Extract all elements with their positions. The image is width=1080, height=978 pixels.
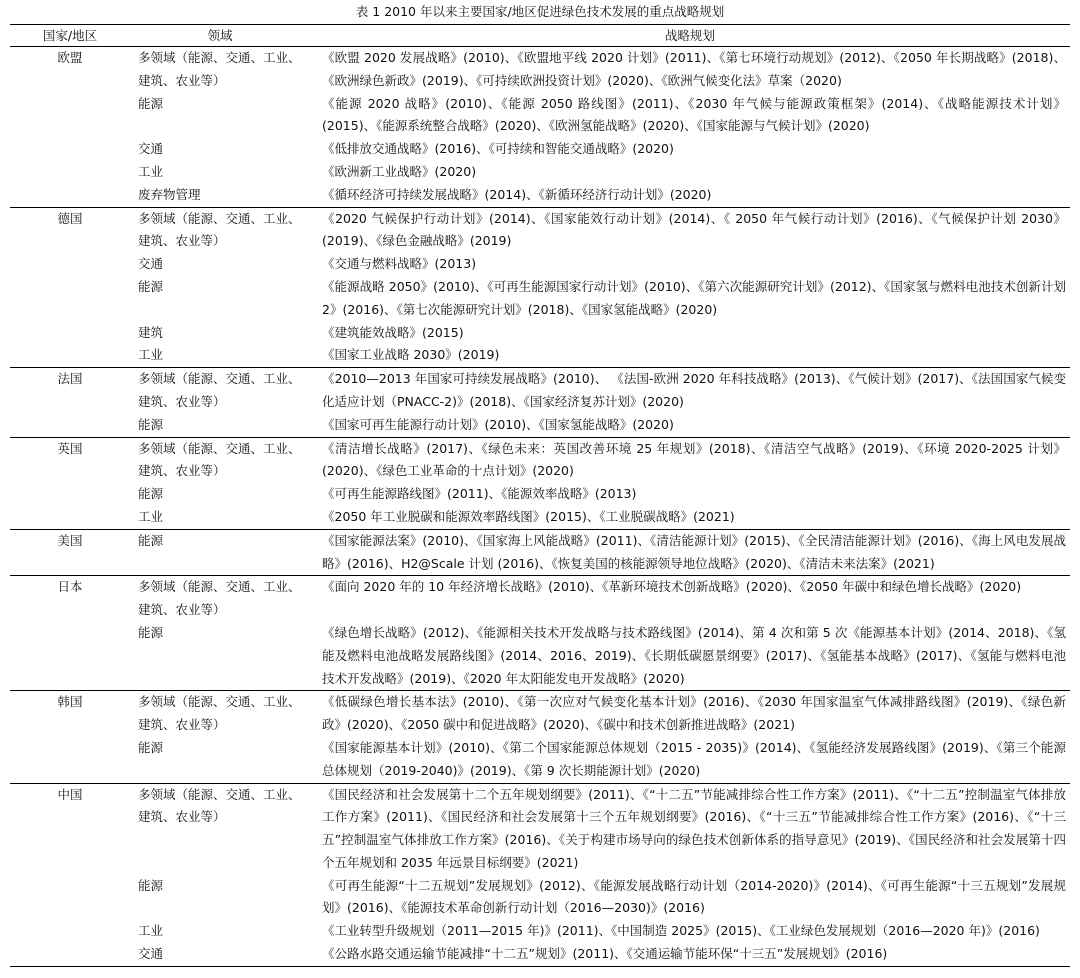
domain-cell: 能源 bbox=[130, 737, 310, 783]
header-country: 国家/地区 bbox=[10, 25, 130, 47]
table-row bbox=[10, 344, 1070, 367]
plan-cell: 《国家可再生能源行动计划》(2010)、《国家氢能战略》(2020) bbox=[310, 414, 1070, 437]
table-row bbox=[10, 368, 1070, 414]
table-row bbox=[10, 783, 1070, 875]
country-cell bbox=[10, 93, 130, 139]
domain-cell: 多领域（能源、交通、工业、建筑、农业等） bbox=[138, 694, 301, 733]
plan-cell: 《2010—2013 年国家可持续发展战略》(2010)、 《法国-欧洲 2020 年科技战略》(2013)、《气候计划》(2017)、《法国国家气候变化适应计划（PNACC-2)》(2018)、《国家经济复苏计划》(2020) bbox=[322, 371, 1066, 409]
domain-cell: 多领域（能源、交通、工业、建筑、农业等） bbox=[138, 786, 301, 825]
domain-cell: 交通 bbox=[130, 943, 310, 966]
table-row bbox=[10, 506, 1070, 529]
plan-cell: 《国民经济和社会发展第十二个五年规划纲要》(2011)、《“十二五”节能减排综合性工作方案》(2011)、《“十二五”控制温室气体排放工作方案》(2011)、《国民经济和社会发展第十三个五年规划纲要》(2016)、《“十三五”节能减排综合性工作方案》(2016)、《“十三五”控制温室气体排放工作方案》(2016)、《关于构建市场导向的绿色技术创新体系的指导意见》(2019)、《国民经济和社会发展第十四个五年规划和 2035 年远景目标纲要》(2021) bbox=[322, 786, 1066, 870]
table-row bbox=[10, 138, 1070, 161]
plan-cell: 《国家能源法案》(2010)、《国家海上风能战略》(2011)、《清洁能源计划》(2015)、《全民清洁能源计划》(2016)、《海上风电发展战略》(2016)、H2@Scale 计划 (2016)、《恢复美国的核能源领导地位战略》(2020)、《清洁未来法案》(2021) bbox=[310, 529, 1070, 576]
table-row bbox=[10, 691, 1070, 737]
domain-cell: 能源 bbox=[138, 95, 164, 111]
country-cell: 美国 bbox=[10, 529, 130, 576]
plan-cell: 《交通与燃料战略》(2013) bbox=[322, 256, 477, 272]
domain-cell: 能源 bbox=[130, 414, 310, 437]
table-row bbox=[10, 322, 1070, 345]
domain-cell: 多领域（能源、交通、工业、建筑、农业等） bbox=[138, 579, 301, 618]
table-row bbox=[10, 276, 1070, 322]
country-cell bbox=[10, 344, 130, 367]
country-cell bbox=[10, 506, 130, 529]
table-row bbox=[10, 622, 1070, 691]
table-row bbox=[10, 437, 1070, 483]
table-row bbox=[10, 920, 1070, 943]
plan-cell: 《国家工业战略 2030》(2019) bbox=[310, 344, 1070, 367]
domain-cell: 多领域（能源、交通、工业、建筑、农业等） bbox=[138, 210, 301, 249]
country-cell bbox=[10, 322, 130, 345]
country-cell bbox=[10, 414, 130, 437]
country-cell bbox=[10, 276, 130, 322]
table-row bbox=[10, 253, 1070, 276]
table-row bbox=[10, 207, 1070, 253]
plan-cell: 《建筑能效战略》(2015) bbox=[322, 324, 464, 340]
plan-cell: 《欧盟 2020 发展战略》(2010)、《欧盟地平线 2020 计划》(2011)、《第七环境行动规划》(2012)、《2050 年长期战略》(2018)、《欧洲绿色新政》(2019)、《可持续欧洲投资计划》(2020)、《欧洲气候变化法》草案（2020) bbox=[322, 50, 1066, 88]
country-cell: 英国 bbox=[57, 440, 83, 456]
country-cell bbox=[10, 483, 130, 506]
domain-cell: 多领域（能源、交通、工业、建筑、农业等） bbox=[138, 440, 301, 479]
table-row bbox=[10, 576, 1070, 622]
country-cell bbox=[10, 161, 130, 184]
country-cell bbox=[10, 943, 130, 966]
plan-cell: 《公路水路交通运输节能减排“十二五”规划》(2011)、《交通运输节能环保“十三五”发展规划》(2016) bbox=[310, 943, 1070, 966]
table-header-row bbox=[10, 25, 1070, 47]
domain-cell: 多领域（能源、交通、工业、建筑、农业等） bbox=[138, 371, 301, 409]
table-row bbox=[10, 737, 1070, 783]
domain-cell: 建筑 bbox=[138, 324, 164, 340]
table-row bbox=[10, 529, 1070, 576]
table-row bbox=[10, 875, 1070, 921]
table-row bbox=[10, 161, 1070, 184]
table-row bbox=[10, 943, 1070, 966]
plan-cell: 《2020 气候保护行动计划》(2014)、《国家能效行动计划》(2014)、《 2050 年气候行动计划》(2016)、《气候保护计划 2030》(2019)、《绿色金融战略》(2019) bbox=[322, 210, 1066, 249]
domain-cell: 交通 bbox=[138, 141, 164, 157]
country-cell: 法国 bbox=[57, 371, 83, 387]
header-plan: 战略规划 bbox=[310, 25, 1070, 47]
plan-cell: 《可再生能源“十二五规划”发展规划》(2012)、《能源发展战略行动计划（2014-2020)》(2014)、《可再生能源“十三五规划”发展规划》(2016)、《能源技术革命创新行动计划（2016—2030)》(2016) bbox=[322, 877, 1066, 916]
table-row bbox=[10, 47, 1070, 93]
plan-cell: 《清洁增长战略》(2017)、《绿色未来：英国改善环境 25 年规划》(2018)、《清洁空气战略》(2019)、《环境 2020-2025 计划》(2020)、《绿色工业革命的十点计划》(2020) bbox=[322, 440, 1066, 479]
domain-cell: 能源 bbox=[130, 622, 310, 691]
domain-cell: 能源 bbox=[138, 486, 164, 502]
strategy-table bbox=[10, 24, 1070, 967]
table-row bbox=[10, 93, 1070, 139]
domain-cell: 能源 bbox=[138, 877, 164, 893]
country-cell bbox=[10, 920, 130, 943]
country-cell bbox=[10, 875, 130, 921]
domain-cell: 废弃物管理 bbox=[130, 184, 310, 207]
plan-cell: 《绿色增长战略》(2012)、《能源相关技术开发战略与技术路线图》(2014)、第 4 次和第 5 次《能源基本计划》(2014、2018)、《氢能及燃料电池战略发展路线图》(2014、2016、2019)、《长期低碳愿景纲要》(2017)、《氢能基本战略》(2017)、《氢能与燃料电池技术开发战略》(2019)、《2020 年太阳能发电开发战略》(2020) bbox=[310, 622, 1070, 691]
plan-cell: 《能源 2020 战略》(2010)、《能源 2050 路线图》(2011)、《2030 年气候与能源政策框架》(2014)、《战略能源技术计划》(2015)、《能源系统整合战略》(2020)、《欧洲氢能战略》(2020)、《国家能源与气候计划》(2020) bbox=[322, 95, 1066, 134]
plan-cell: 《国家能源基本计划》(2010)、《第二个国家能源总体规划（2015 - 2035)》(2014)、《氢能经济发展路线图》(2019)、《第三个能源总体规划（2019-2040)》(2019)、《第 9 次长期能源计划》(2020) bbox=[310, 737, 1070, 783]
country-cell: 中国 bbox=[57, 786, 83, 802]
table-caption: 表 1 2010 年以来主要国家/地区促进绿色技术发展的重点战略规划 bbox=[355, 4, 725, 19]
plan-cell: 《能源战略 2050》(2010)、《可再生能源国家行动计划》(2010)、《第六次能源研究计划》(2012)、《国家氢与燃料电池技术创新计划 2》(2016)、《第七次能源研究计划》(2018)、《国家氢能战略》(2020) bbox=[322, 278, 1066, 317]
plan-cell: 《循环经济可持续发展战略》(2014)、《新循环经济行动计划》(2020) bbox=[310, 184, 1070, 207]
plan-cell: 《面向 2020 年的 10 年经济增长战略》(2010)、《革新环境技术创新战略》(2020)、《2050 年碳中和绿色增长战略》(2020) bbox=[322, 579, 1022, 595]
plan-cell: 《欧洲新工业战略》(2020) bbox=[322, 163, 477, 179]
domain-cell: 多领域（能源、交通、工业、建筑、农业等） bbox=[138, 50, 301, 88]
table-row bbox=[10, 414, 1070, 437]
country-cell: 德国 bbox=[57, 210, 83, 226]
table-row bbox=[10, 184, 1070, 207]
domain-cell: 工业 bbox=[130, 344, 310, 367]
plan-cell: 《2050 年工业脱碳和能源效率路线图》(2015)、《工业脱碳战略》(2021) bbox=[310, 506, 1070, 529]
domain-cell: 能源 bbox=[138, 278, 164, 294]
country-cell: 韩国 bbox=[57, 694, 83, 710]
domain-cell: 工业 bbox=[138, 163, 164, 179]
plan-cell: 《可再生能源路线图》(2011)、《能源效率战略》(2013) bbox=[322, 486, 637, 502]
plan-cell: 《低排放交通战略》(2016)、《可持续和智能交通战略》(2020) bbox=[322, 141, 674, 157]
country-cell bbox=[10, 138, 130, 161]
domain-cell: 能源 bbox=[130, 529, 310, 576]
header-domain: 领域 bbox=[130, 25, 310, 47]
country-cell bbox=[10, 622, 130, 691]
country-cell bbox=[10, 737, 130, 783]
country-cell bbox=[10, 184, 130, 207]
domain-cell: 工业 bbox=[130, 506, 310, 529]
domain-cell: 工业 bbox=[138, 923, 164, 939]
domain-cell: 交通 bbox=[138, 256, 164, 272]
country-cell bbox=[10, 253, 130, 276]
plan-cell: 《工业转型升级规划（2011—2015 年)》(2011)、《中国制造 2025》(2015)、《工业绿色发展规划（2016—2020 年)》(2016) bbox=[322, 923, 1040, 939]
country-cell: 日本 bbox=[57, 579, 83, 595]
country-cell: 欧盟 bbox=[57, 50, 83, 65]
table-row bbox=[10, 483, 1070, 506]
plan-cell: 《低碳绿色增长基本法》(2010)、《第一次应对气候变化基本计划》(2016)、《2030 年国家温室气体减排路线图》(2019)、《绿色新政》(2020)、《2050 碳中和促进战略》(2020)、《碳中和技术创新推进战略》(2021) bbox=[322, 694, 1066, 733]
